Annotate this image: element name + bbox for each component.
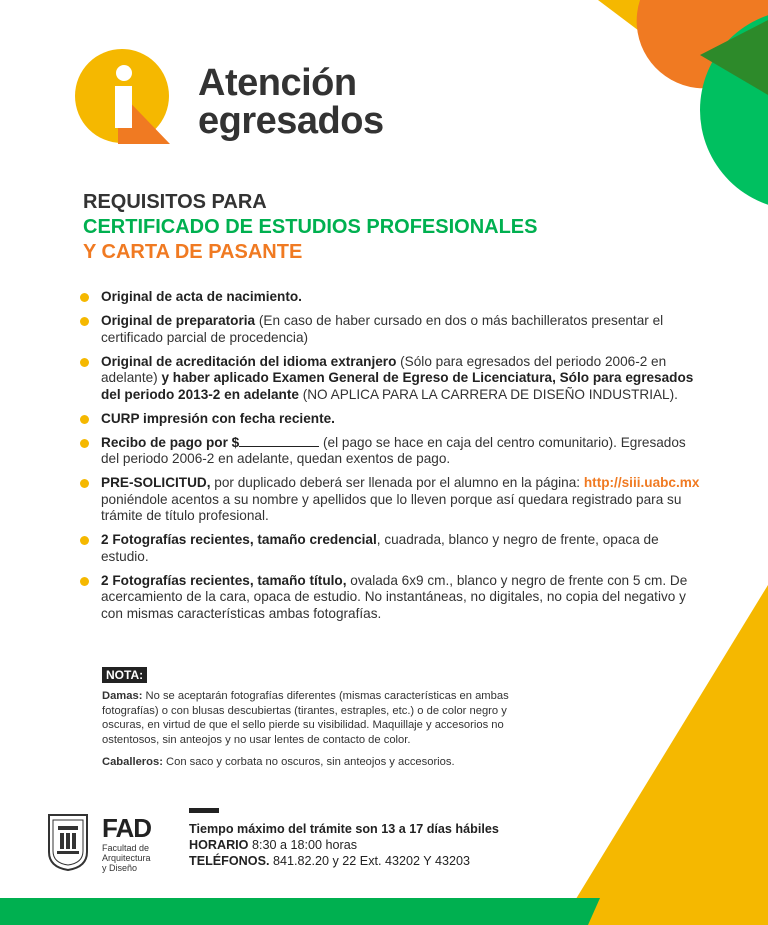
bottom-yellow-triangle bbox=[560, 585, 768, 925]
bottom-green-strip bbox=[0, 898, 600, 925]
item-text: por duplicado deberá ser llenada por el alumno en la página: bbox=[210, 475, 584, 490]
item-text: (el pago se hace en caja del centro comunitario). Egresados del periodo 2006-2 en adelante, quedan exentos de pago. bbox=[101, 434, 686, 466]
time-text bbox=[189, 821, 499, 837]
item-text: , cuadrada, blanco y negro de frente, opaca de estudio. bbox=[101, 532, 659, 564]
item-bold: Original de acta de nacimiento. bbox=[101, 289, 302, 304]
damas-label: Damas: bbox=[102, 690, 143, 702]
footer-divider bbox=[189, 808, 219, 813]
time-label: Tiempo máximo del trámite son 13 a 17 días hábiles bbox=[189, 822, 499, 836]
list-item bbox=[80, 411, 700, 428]
fad-logo bbox=[102, 815, 151, 873]
bullet-icon bbox=[80, 577, 89, 586]
damas-text: No se aceptarán fotografías diferentes (mismas características en ambas fotografías) o con blusas descubiertas (tirantes, estraples, etc.) o de color negro y oscuras, en virtud de que el sello pierde su visibilidad. Maquillaje y accesorios no ostentosos, sin anteojos y no usar lentes de contacto de color. bbox=[102, 690, 509, 746]
note-damas bbox=[102, 689, 542, 747]
caballeros-text: Con saco y corbata no oscuros, sin anteojos y accesorios. bbox=[162, 756, 455, 768]
requirements-heading-line-2: CERTIFICADO DE ESTUDIOS PROFESIONALES bbox=[83, 216, 538, 238]
item-text: poniéndole acentos a su nombre y apellidos que lo lleven porque así quedara registrado para su trámite de título profesional. bbox=[101, 491, 682, 523]
horario bbox=[189, 837, 499, 853]
info-i-icon bbox=[74, 48, 170, 144]
telefonos-value: 841.82.20 y 22 Ext. 43202 Y 43203 bbox=[269, 854, 470, 868]
bullet-icon bbox=[80, 293, 89, 302]
item-bold: 2 Fotografías recientes, tamaño credencial bbox=[101, 532, 377, 547]
list-item bbox=[80, 289, 700, 306]
bullet-icon bbox=[80, 358, 89, 367]
fad-line-3: y Diseño bbox=[102, 863, 138, 873]
requirements-list bbox=[80, 289, 700, 630]
title-line-2: egresados bbox=[198, 100, 384, 142]
fad-name bbox=[102, 843, 151, 873]
list-item bbox=[80, 532, 700, 565]
amount-blank-line bbox=[239, 436, 319, 447]
horario-label: HORARIO bbox=[189, 838, 249, 852]
bullet-icon bbox=[80, 415, 89, 424]
bullet-icon bbox=[80, 317, 89, 326]
page-title bbox=[198, 64, 384, 140]
item-bold: Original de preparatoria bbox=[101, 313, 256, 328]
horario-value: 8:30 a 18:00 horas bbox=[248, 838, 358, 852]
footer-info bbox=[189, 808, 499, 869]
item-bold: 2 Fotografías recientes, tamaño título, bbox=[101, 572, 347, 588]
item-bold: Original de acreditación del idioma extranjero bbox=[101, 353, 397, 369]
bullet-icon bbox=[80, 439, 89, 448]
telefonos-label: TELÉFONOS. bbox=[189, 854, 270, 868]
bullet-icon bbox=[80, 536, 89, 545]
item-bold: Recibo de pago por $ bbox=[101, 434, 240, 450]
item-text: ovalada 6x9 cm., blanco y negro de frente con 5 cm. De acercamiento de la cara, opaca de estudio. No instantáneas, no digitales, no copia del negativo y con mismas características ambas fotografías. bbox=[101, 572, 688, 621]
item-text: (NO APLICA PARA LA CARRERA DE DISEÑO INDUSTRIAL). bbox=[298, 386, 678, 402]
item-text: (Sólo para egresados del periodo 2006-2 en adelante) bbox=[101, 353, 667, 385]
bullet-icon bbox=[80, 479, 89, 488]
title-line-1: Atención bbox=[198, 62, 357, 104]
item-bold: PRE-SOLICITUD, bbox=[101, 475, 211, 490]
requirements-heading-line-3: Y CARTA DE PASANTE bbox=[83, 241, 303, 263]
fad-line-2: Arquitectura bbox=[102, 853, 151, 863]
caballeros-label: Caballeros: bbox=[102, 756, 163, 768]
list-item bbox=[80, 313, 700, 346]
list-item bbox=[80, 573, 700, 623]
note-section bbox=[102, 689, 542, 778]
item-text: (En caso de haber cursado en dos o más bachilleratos presentar el certificado parcial de procedencia) bbox=[101, 313, 664, 345]
list-item bbox=[80, 435, 700, 468]
university-seal-icon bbox=[46, 812, 90, 872]
siii-link[interactable]: http://siii.uabc.mx bbox=[583, 475, 700, 490]
nota-badge: NOTA: bbox=[102, 667, 147, 683]
list-item bbox=[80, 475, 700, 525]
note-caballeros bbox=[102, 755, 542, 770]
item-bold: CURP impresión con fecha reciente. bbox=[101, 410, 335, 426]
requirements-heading bbox=[83, 190, 537, 265]
telefonos bbox=[189, 853, 499, 869]
fad-mark: FAD bbox=[102, 813, 151, 843]
item-bold: y haber aplicado Examen General de Egreso de Licenciatura, Sólo para egresados del periodo 2013-2 en adelante bbox=[101, 370, 694, 402]
list-item bbox=[80, 354, 700, 404]
requirements-heading-line-1: REQUISITOS PARA bbox=[83, 191, 267, 213]
fad-line-1: Facultad de bbox=[102, 843, 150, 853]
